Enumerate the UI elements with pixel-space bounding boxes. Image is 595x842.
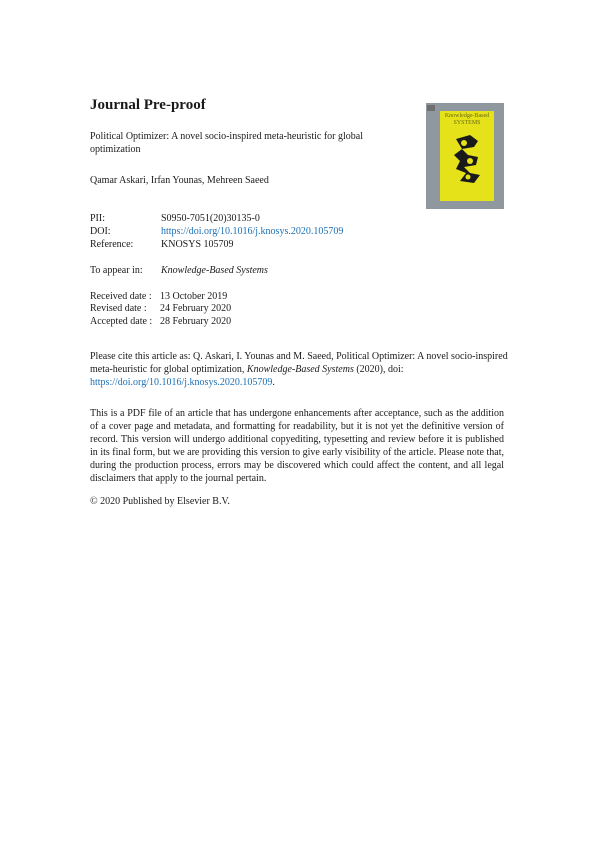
cover-artwork-icon [440,111,494,201]
journal-preproof-heading: Journal Pre-proof [90,97,206,113]
doi-link[interactable]: https://doi.org/10.1016/j.knosys.2020.105709 [161,226,344,237]
citation-prefix: Please cite this article as: Q. Askari, I. Younas and M. Saeed, Political Optimizer: A novel socio-inspired meta-heuristic for global optimization, [90,351,508,375]
citation-end: . [272,377,275,388]
received-label: Received date : [90,291,152,302]
preproof-notice-paragraph: This is a PDF file of an article that has undergone enhancements after acceptance, such as the addition of a cover page and metadata, and formatting for readability, but it is not yet the definitive version of record. This version will undergo additional copyediting, typesetting and review before it is published in its final form, but we are providing this version to give early visibility of the article. Please note that, during the production process, errors may be discovered which could affect the content, and all legal disclaimers that apply to the journal pertain. [90,408,504,484]
appear-label: To appear in: [90,265,143,276]
citation-suffix: (2020), doi: [353,364,404,375]
copyright-line: © 2020 Published by Elsevier B.V. [90,496,230,507]
citation-journal: Knowledge-Based Systems [246,364,354,375]
article-title: Political Optimizer: A novel socio-inspired meta-heuristic for global optimization [90,131,363,155]
received-value: 13 October 2019 [160,291,228,302]
revised-value: 24 February 2020 [160,303,232,314]
accepted-value: 28 February 2020 [160,316,232,327]
pii-value: S0950-7051(20)30135-0 [161,213,260,224]
cover-title-line2: SYSTEMS [453,120,481,126]
citation-paragraph [90,350,515,389]
reference-label: Reference: [90,239,134,250]
pii-label: PII: [90,213,105,224]
reference-value: KNOSYS 105709 [161,239,234,250]
citation-doi-link[interactable]: https://doi.org/10.1016/j.knosys.2020.105709 [90,377,273,388]
accepted-label: Accepted date : [90,316,153,327]
cover-title-line1: Knowledge-Based [444,113,490,119]
revised-label: Revised date : [90,303,147,314]
elsevier-logo-icon [427,105,435,111]
doi-label: DOI: [90,226,111,237]
cover-yellow-panel [440,111,494,201]
appear-journal: Knowledge-Based Systems [161,265,268,276]
journal-cover-thumbnail [426,103,504,209]
article-authors: Qamar Askari, Irfan Younas, Mehreen Saeed [90,175,269,186]
